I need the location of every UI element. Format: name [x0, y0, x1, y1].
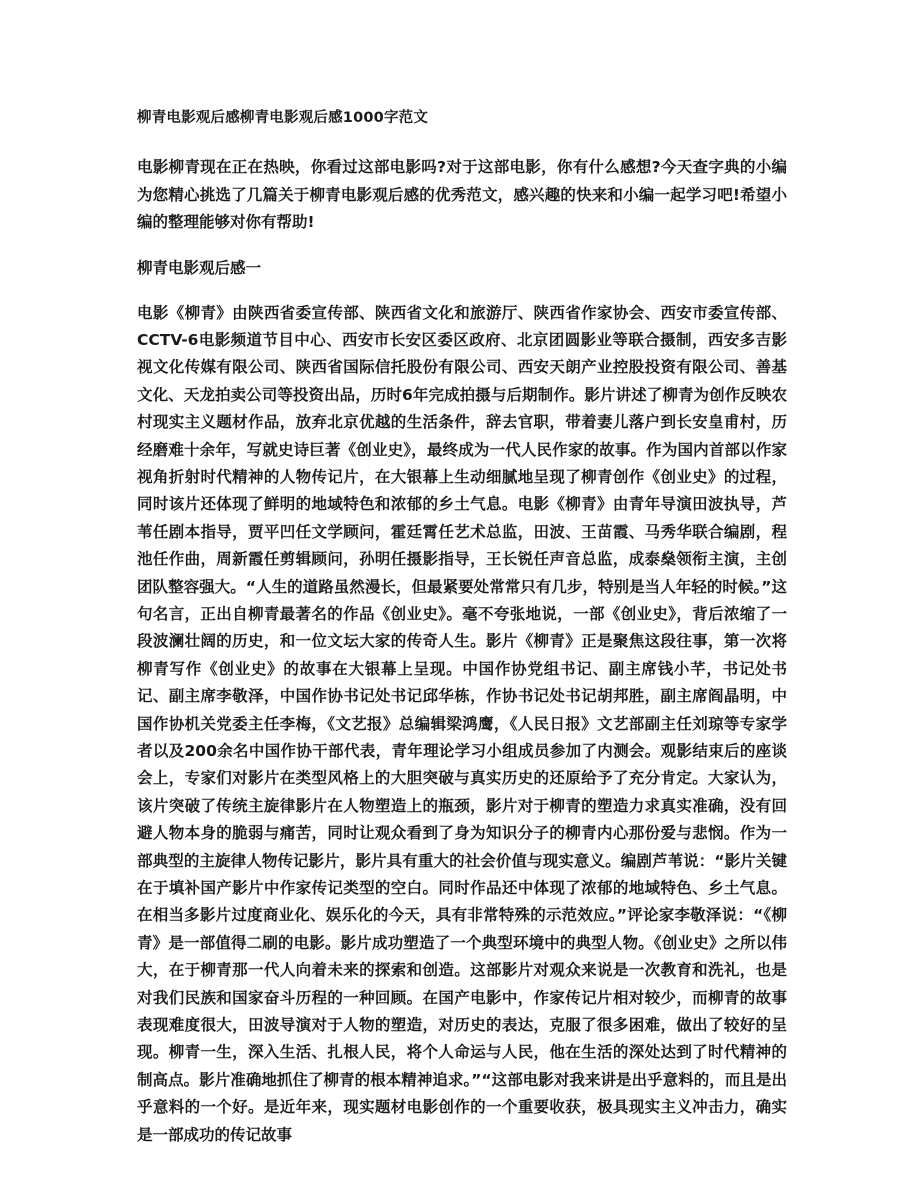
document-page	[137, 108, 787, 1149]
body-paragraph: 电影《柳青》由陕西省委宣传部、陕西省文化和旅游厅、陕西省作家协会、西安市委宣传部、CCTV-6电影频道节目中心、西安市长安区委区政府、北京团圆影业等联合摄制，西安多吉影视文化传媒有限公司、陕西省国际信托股份有限公司、西安天朗产业控股投资有限公司、善基文化、天龙拍卖公司等投资出品，历时6年完成拍摄与后期制作。影片讲述了柳青为创作反映农村现实主义题材作品，放弃北京优越的生活条件，辞去官职，带着妻儿落户到长安皇甫村，历经磨难十余年，写就史诗巨著《创业史》，最终成为一代人民作家的故事。作为国内首部以作家视角折射时代精神的人物传记片，在大银幕上生动细腻地呈现了柳青创作《创业史》的过程，同时该片还体现了鲜明的地域特色和浓郁的乡土气息。电影《柳青》由青年导演田波执导，芦苇任剧本指导，贾平凹任文学顾问，霍廷霄任艺术总监，田波、王苗霞、马秀华联合编剧，程池任作曲，周新霞任剪辑顾问，孙明任摄影指导，王长锐任声音总监，成泰燊领衔主演，主创团队整容强大。“人生的道路虽然漫长，但最紧要处常常只有几步，特别是当人年轻的时候。”这句名言，正出自柳青最著名的作品《创业史》。毫不夸张地说，一部《创业史》，背后浓缩了一段波澜壮阔的历史，和一位文坛大家的传奇人生。影片《柳青》正是聚焦这段往事，第一次将柳青写作《创业史》的故事在大银幕上呈现。中国作协党组书记、副主席钱小芊，书记处书记、副主席李敬泽，中国作协书记处书记邱华栋，作协书记处书记胡邦胜，副主席阎晶明，中国作协机关党委主任李梅，《文艺报》总编辑梁鸿鹰，《人民日报》文艺部副主任刘琼等专家学者以及200余名中国作协干部代表，青年理论学习小组成员参加了内测会。观影结束后的座谈会上，专家们对影片在类型风格上的大胆突破与真实历史的还原给予了充分肯定。大家认为，该片突破了传统主旋律影片在人物塑造上的瓶颈，影片对于柳青的塑造力求真实准确，没有回避人物本身的脆弱与痛苦，同时让观众看到了身为知识分子的柳青内心那份爱与悲悯。作为一部典型的主旋律人物传记影片，影片具有重大的社会价值与现实意义。编剧芦苇说：“影片关键在于填补国产影片中作家传记类型的空白。同时作品还中体现了浓郁的地域特色、乡土气息。在相当多影片过度商业化、娱乐化的今天，具有非常特殊的示范效应。”评论家李敬泽说：“《柳青》是一部值得二刷的电影。影片成功塑造了一个典型环境中的典型人物。《创业史》之所以伟大，在于柳青那一代人向着未来的探索和创造。这部影片对观众来说是一次教育和洗礼，也是对我们民族和国家奋斗历程的一种回顾。在国产电影中，作家传记片相对较少，而柳青的故事表现难度很大，田波导演对于人物的塑造，对历史的表达，克服了很多困难，做出了较好的呈现。柳青一生，深入生活、扎根人民，将个人命运与人民，他在生活的深处达到了时代精神的制高点。影片准确地抓住了柳青的根本精神追求。”“这部电影对我来讲是出乎意料的，而且是出乎意料的一个好。是近年来，现实题材电影创作的一个重要收获，极具现实主义冲击力，确实是一部成功的传记故事	[137, 303, 787, 1144]
intro-paragraph: 电影柳青现在正在热映，你看过这部电影吗?对于这部电影，你有什么感想?今天查字典的小编为您精心挑选了几篇关于柳青电影观后感的优秀范文，感兴趣的快来和小编一起学习吧!希望小编的整理能够对你有帮助!	[137, 158, 787, 231]
document-title: 柳青电影观后感柳青电影观后感1000字范文	[137, 110, 429, 126]
section-heading: 柳青电影观后感一	[137, 258, 262, 277]
